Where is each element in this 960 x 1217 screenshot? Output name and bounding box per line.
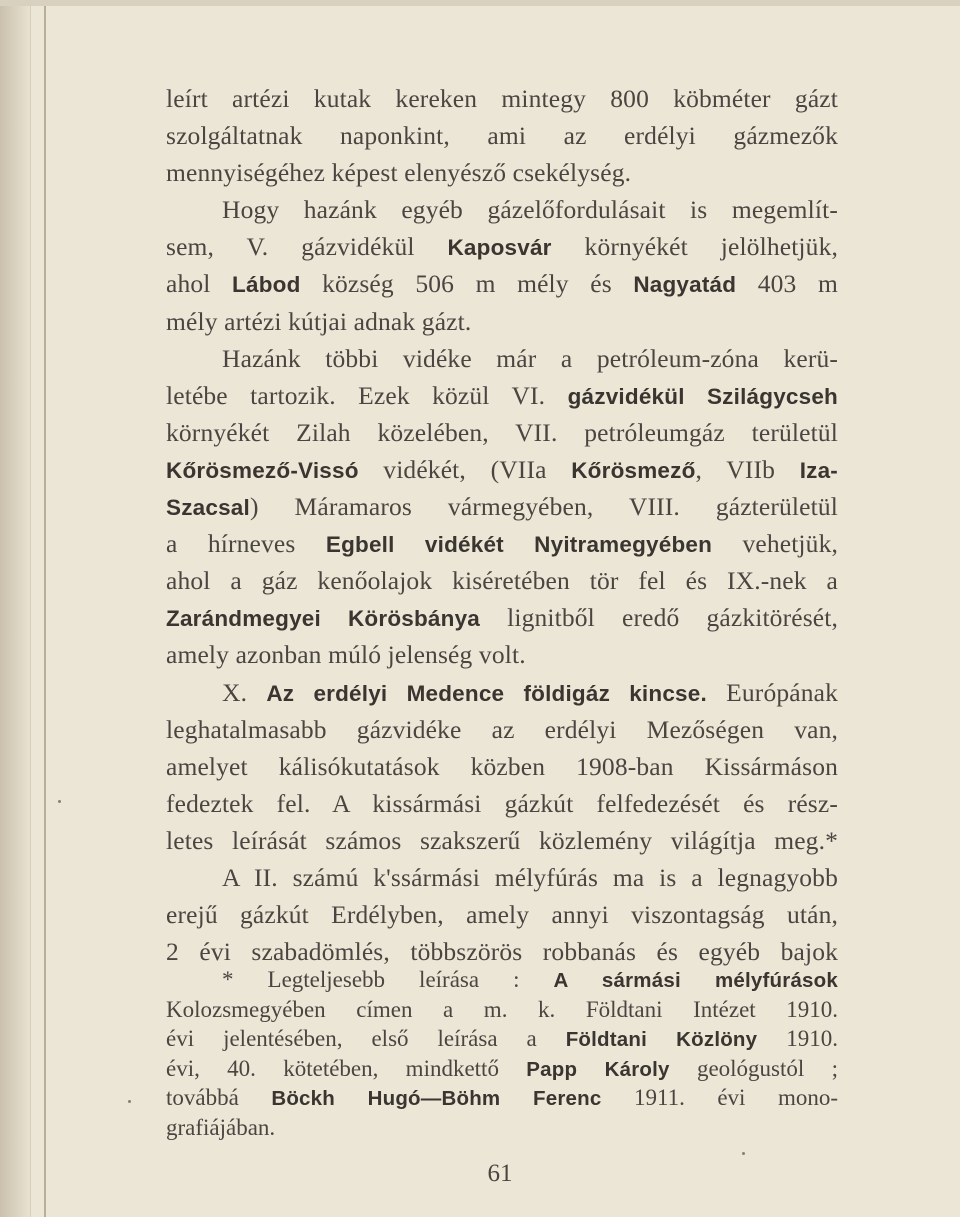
body-line: ahol Lábod község 506 m mély és Nagyatád 403 m: [166, 269, 838, 299]
page-top-edge: [0, 0, 960, 6]
footnote-line: továbbá Böckh Hugó—Böhm Ferenc 1911. évi mono-: [166, 1085, 838, 1110]
place-name: Egbell vidékét Nyitramegyében: [325, 532, 713, 558]
section-heading: Az erdélyi Medence földigáz kincse.: [266, 680, 707, 706]
footnote-line: * Legteljesebb leírása : A sármási mélyfúrások: [222, 967, 838, 992]
body-line: Zarándmegyei Körösbánya lignitből eredő gázkitörését,: [166, 603, 838, 633]
footnote-line: grafiájában.: [166, 1114, 276, 1140]
body-line: Kőrösmező-Vissó vidékét, (VIIa Kőrösmező, VIIb Iza-: [166, 454, 838, 484]
place-name: Iza-: [799, 457, 838, 483]
paper-speck: [742, 1152, 745, 1155]
body-line: környékét Zilah közelében, VII. petróleumgáz területül: [166, 417, 838, 447]
place-name: Lábod: [232, 272, 301, 298]
body-line: amely azonban múló jelenség volt.: [166, 640, 526, 670]
page-number: 61: [487, 1160, 513, 1187]
body-line: ahol a gáz kenőolajok kiséretében tör fel és IX.-nek a: [166, 566, 838, 596]
cited-title: A sármási mélyfúrások: [553, 969, 838, 992]
body-line: Szacsal) Máramaros vármegyében, VIII. gázterületül: [166, 492, 838, 522]
page-binding-edge: [44, 0, 46, 1217]
body-line: Hogy hazánk egyéb gázelőfordulásait is megemlít-: [222, 195, 838, 225]
body-line: mély artézi kútjai adnak gázt.: [166, 306, 472, 336]
cited-author: Papp Károly: [526, 1057, 670, 1081]
place-name: Kaposvár: [447, 235, 552, 261]
body-line: erejű gázkút Erdélyben, amely annyi viszontagság után,: [166, 900, 838, 930]
body-text: [166, 80, 838, 970]
footnote-line: Kolozsmegyében címen a m. k. Földtani Intézet 1910.: [166, 996, 838, 1022]
body-line: letébe tartozik. Ezek közül VI. gázvidékül Szilágycseh: [166, 380, 838, 410]
body-line: letes leírását számos szakszerű közlemény világítja meg.*: [166, 825, 838, 855]
body-line: a hírneves Egbell vidékét Nyitramegyében vehetjük,: [166, 529, 838, 559]
cited-journal: Földtani Közlöny: [565, 1028, 758, 1051]
place-name: Zarándmegyei Körösbánya: [166, 606, 481, 632]
footnote-line: évi, 40. kötetében, mindkettő Papp Károly geológustól ;: [166, 1055, 838, 1081]
body-line: szolgáltatnak naponkint, ami az erdélyi gázmezők: [166, 121, 838, 151]
place-name: Kőrösmező: [571, 457, 696, 483]
cited-author: Böckh Hugó—Böhm Ferenc: [271, 1087, 602, 1110]
place-name: Szacsal: [166, 495, 250, 521]
body-line: 2 évi szabadömlés, többszörös robbanás és egyéb bajok: [166, 937, 838, 967]
body-line: X. Az erdélyi Medence földigáz kincse. Európának: [222, 677, 838, 707]
paper-speck: [128, 1100, 131, 1103]
footnote-line: évi jelentésében, első leírása a Földtani Közlöny 1910.: [166, 1026, 838, 1051]
body-line: fedeztek fel. A kissármási gázkút felfedezését és rész-: [166, 788, 838, 818]
body-line: amelyet kálisókutatások közben 1908-ban Kissármáson: [166, 751, 838, 781]
paper-speck: [58, 800, 61, 803]
body-line: leghatalmasabb gázvidéke az erdélyi Mezőségen van,: [166, 714, 838, 744]
body-line: mennyiségéhez képest elenyésző csekélység.: [166, 158, 632, 188]
place-name: Kőrösmező-Vissó: [166, 457, 359, 483]
body-line: A II. számú k'ssármási mélyfúrás ma is a legnagyobb: [222, 862, 838, 892]
footnote: [166, 965, 838, 1142]
body-line: Hazánk többi vidéke már a petróleum-zóna kerü-: [222, 343, 838, 373]
place-name: gázvidékül Szilágycseh: [567, 383, 838, 409]
body-line: leírt artézi kutak kereken mintegy 800 köbméter gázt: [166, 84, 838, 113]
page-binding: [0, 0, 31, 1217]
body-line: sem, V. gázvidékül Kaposvár környékét jelölhetjük,: [166, 232, 838, 262]
place-name: Nagyatád: [633, 272, 737, 298]
